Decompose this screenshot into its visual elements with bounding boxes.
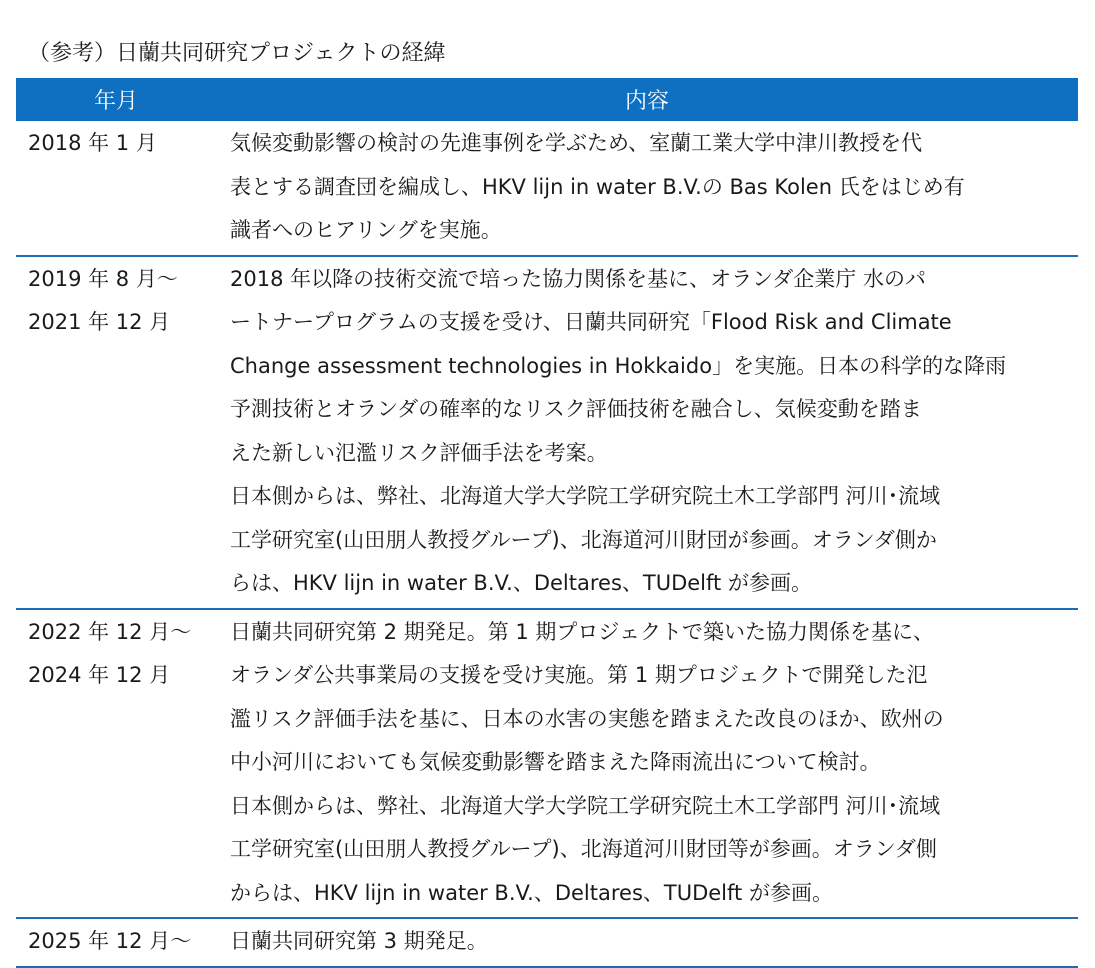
date-line: 2025 年 12 月～	[28, 929, 192, 953]
table-row	[16, 121, 1078, 257]
content-line: 工学研究室(山田朋人教授グループ)、北海道河川財団が参画。オランダ側か	[230, 527, 937, 552]
row-date	[16, 610, 218, 918]
row-date	[16, 121, 218, 255]
header-date: 年月	[93, 89, 138, 114]
content-line: 2018 年以降の技術交流で培った協力関係を基に、オランダ企業庁 水のパ	[230, 266, 926, 291]
table-row	[16, 610, 1078, 920]
content-line: からは、HKV lijn in water B.V.、Deltares、TUDelft が参画。	[230, 880, 833, 905]
row-content	[218, 610, 1078, 918]
row-content	[218, 257, 1078, 608]
content-line: えた新しい氾濫リスク評価手法を考案。	[230, 440, 608, 465]
content-line: 濫リスク評価手法を基に、日本の水害の実態を踏まえた改良のほか、欧州の	[230, 706, 944, 731]
content-line: 日蘭共同研究第 2 期発足。第 1 期プロジェクトで築いた協力関係を基に、	[230, 619, 934, 644]
history-table	[16, 78, 1078, 968]
date-line: 2021 年 12 月	[28, 310, 171, 334]
content-line: オランダ公共事業局の支援を受け実施。第 1 期プロジェクトで開発した氾	[230, 663, 928, 687]
date-line: 2022 年 12 月～	[28, 619, 192, 644]
content-line: Change assessment technologies in Hokkaido」を実施。日本の科学的な降雨	[230, 353, 1007, 378]
content-line: 識者へのヒアリングを実施。	[230, 218, 502, 242]
content-line: 日本側からは、弊社、北海道大学大学院工学研究院土木工学部門 河川･流域	[230, 793, 941, 818]
header-content: 内容	[624, 89, 669, 114]
content-line: らは、HKV lijn in water B.V.、Deltares、TUDelft が参画。	[230, 571, 812, 595]
content-line: 表とする調査団を編成し、HKV lijn in water B.V.の Bas Kolen 氏をはじめ有	[230, 174, 965, 199]
row-date	[16, 257, 218, 608]
content-line: 工学研究室(山田朋人教授グループ)、北海道河川財団等が参画。オランダ側	[230, 837, 937, 861]
content-line: 日蘭共同研究第 3 期発足。	[230, 929, 488, 953]
table-row	[16, 257, 1078, 610]
date-line: 2018 年 1 月	[28, 131, 157, 155]
page-caption: （参考）日蘭共同研究プロジェクトの経緯	[28, 41, 446, 66]
date-line: 2019 年 8 月～	[28, 266, 178, 291]
content-line: 日本側からは、弊社、北海道大学大学院工学研究院土木工学部門 河川･流域	[230, 484, 941, 508]
content-line: 予測技術とオランダの確率的なリスク評価技術を融合し、気候変動を踏ま	[230, 397, 922, 421]
content-line: ートナープログラムの支援を受け、日蘭共同研究「Flood Risk and Climate	[230, 310, 952, 334]
row-content	[218, 121, 1078, 255]
table-row	[16, 919, 1078, 968]
table-header	[16, 78, 1078, 121]
date-line: 2024 年 12 月	[28, 663, 171, 687]
row-date	[16, 919, 218, 966]
content-line: 気候変動影響の検討の先進事例を学ぶため、室蘭工業大学中津川教授を代	[230, 131, 923, 155]
content-line: 中小河川においても気候変動影響を踏まえた降雨流出について検討。	[230, 750, 881, 774]
row-content	[218, 919, 1078, 966]
